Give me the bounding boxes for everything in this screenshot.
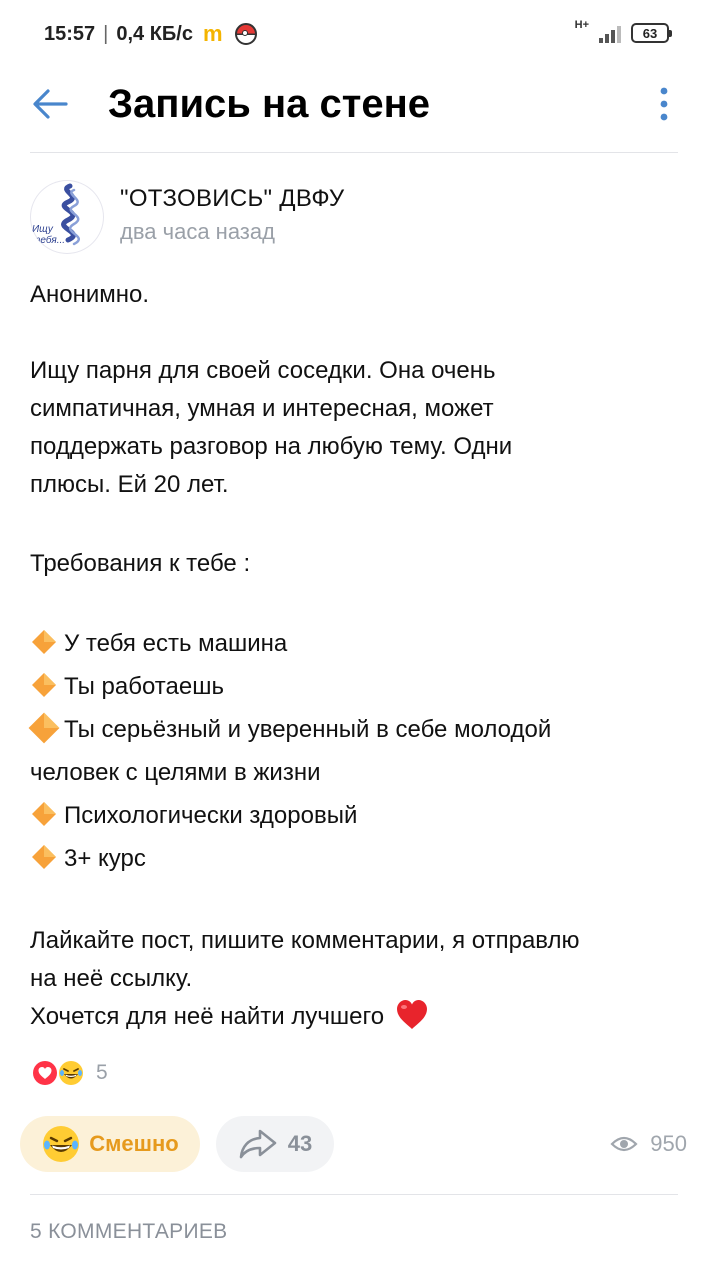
post-paragraph-end bbox=[30, 922, 680, 1036]
avatar-caption-line2: тебя... bbox=[32, 235, 66, 246]
requirements-list bbox=[30, 622, 680, 880]
list-item-continuation: человек с целями в жизни bbox=[30, 759, 321, 786]
more-options-icon[interactable] bbox=[654, 86, 674, 122]
network-type: H+ bbox=[574, 19, 589, 31]
comments-header[interactable]: 5 КОММЕНТАРИЕВ bbox=[30, 1220, 228, 1243]
requirement-text: У тебя есть машина bbox=[64, 630, 288, 657]
requirement-text: Ты работаешь bbox=[64, 673, 224, 700]
views-count: 950 bbox=[650, 1131, 687, 1156]
status-bar-left bbox=[44, 20, 257, 48]
share-arrow-icon bbox=[238, 1128, 278, 1160]
requirement-text: Ты серьёзный и уверенный в себе молодой bbox=[64, 716, 552, 743]
funny-reaction-button[interactable] bbox=[20, 1116, 200, 1172]
reactions-count: 5 bbox=[96, 1061, 108, 1084]
funny-button-label: Смешно bbox=[89, 1131, 179, 1156]
mcdonalds-icon: m bbox=[202, 21, 223, 46]
post-paragraph-1 bbox=[30, 352, 680, 504]
text-line-content: Хочется для неё найти лучшего bbox=[30, 1003, 385, 1030]
battery-icon bbox=[631, 23, 669, 43]
group-avatar[interactable] bbox=[30, 180, 104, 254]
laughing-reaction-icon bbox=[56, 1058, 86, 1088]
text-line: Ищу парня для своей соседки. Она очень bbox=[30, 357, 496, 384]
post-text-anon: Анонимно. bbox=[30, 281, 150, 308]
laughing-emoji-icon bbox=[41, 1124, 81, 1164]
actions-divider bbox=[30, 1194, 678, 1195]
signal-icon bbox=[599, 23, 621, 43]
group-name[interactable]: "ОТЗОВИСЬ" ДВФУ bbox=[120, 185, 345, 212]
requirement-text: 3+ курс bbox=[64, 845, 146, 872]
status-bar-right bbox=[575, 18, 669, 48]
list-item bbox=[30, 665, 680, 708]
text-line: симпатичная, умная и интересная, может bbox=[30, 395, 494, 422]
back-arrow-icon[interactable] bbox=[30, 84, 70, 124]
list-item bbox=[30, 708, 680, 751]
red-heart-icon bbox=[395, 998, 429, 1032]
pokeball-icon bbox=[235, 23, 257, 45]
avatar-caption-line1: Ищу bbox=[32, 224, 53, 235]
orange-diamond-icon bbox=[30, 843, 58, 871]
orange-diamond-icon bbox=[30, 671, 58, 699]
text-line bbox=[30, 998, 680, 1036]
list-item bbox=[30, 622, 680, 665]
orange-diamond-icon bbox=[26, 710, 62, 746]
list-item bbox=[30, 794, 680, 837]
requirement-text: Психологически здоровый bbox=[64, 802, 358, 829]
avatar-caption bbox=[32, 224, 65, 246]
status-separator: | bbox=[103, 22, 109, 45]
views-indicator bbox=[610, 1128, 687, 1160]
page-title: Запись на стене bbox=[108, 82, 431, 126]
requirements-heading: Требования к тебе : bbox=[30, 550, 251, 577]
text-line: плюсы. Ей 20 лет. bbox=[30, 471, 229, 498]
eye-icon bbox=[610, 1134, 638, 1154]
orange-diamond-icon bbox=[30, 800, 58, 828]
orange-diamond-icon bbox=[30, 628, 58, 656]
reactions-summary[interactable] bbox=[30, 1056, 108, 1090]
share-count: 43 bbox=[287, 1131, 313, 1156]
battery-level: 63 bbox=[642, 25, 658, 41]
text-line: поддержать разговор на любую тему. Одни bbox=[30, 433, 513, 460]
text-line: на неё ссылку. bbox=[30, 965, 193, 992]
text-line: Лайкайте пост, пишите комментарии, я отправлю bbox=[30, 927, 580, 954]
status-speed: 0,4 КБ/с bbox=[116, 22, 193, 45]
list-item bbox=[30, 837, 680, 880]
header-divider bbox=[30, 152, 678, 153]
post-time: два часа назад bbox=[120, 219, 275, 244]
share-button[interactable] bbox=[216, 1116, 334, 1172]
status-time: 15:57 bbox=[44, 22, 96, 45]
